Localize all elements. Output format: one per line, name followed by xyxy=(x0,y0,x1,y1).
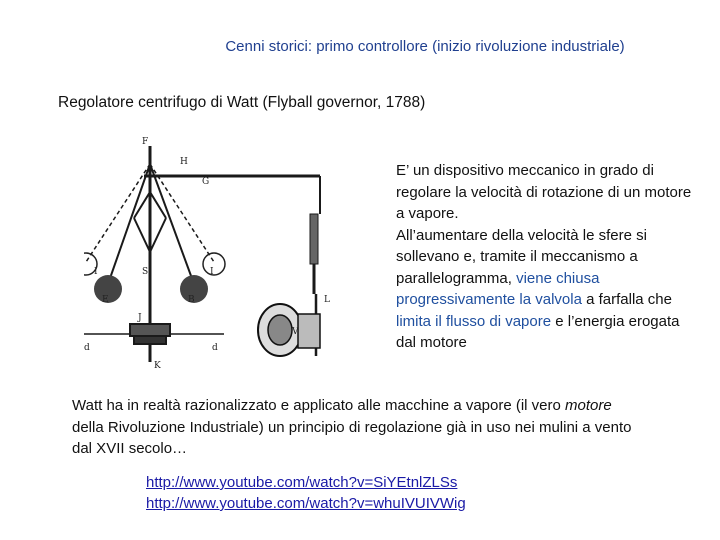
youtube-link-2[interactable]: http://www.youtube.com/watch?v=whuIVUIVWig xyxy=(146,495,466,512)
label-s: S xyxy=(142,267,149,277)
label-g: G xyxy=(202,177,210,187)
history-note xyxy=(72,395,642,460)
label-f: F xyxy=(142,137,149,147)
label-i-left: I xyxy=(94,267,98,277)
label-j: J xyxy=(138,313,142,323)
slide-title: Cenni storici: primo controllore (inizio rivoluzione industriale) xyxy=(225,38,625,55)
label-d-right: d xyxy=(212,343,218,353)
label-i-right: I xyxy=(210,267,214,277)
highlight-steam-flow: limita il flusso di vapore xyxy=(396,312,552,330)
label-h: H xyxy=(180,157,188,167)
description-text xyxy=(396,160,696,354)
note-part-c: della Rivoluzione Industriale) un principio di regolazione già in uso nei mulini a vento dal XVII secolo… xyxy=(72,418,632,457)
note-italic-motore: motore xyxy=(565,397,612,414)
description-p2c: a farfalla che xyxy=(581,291,672,308)
label-d-left: d xyxy=(84,343,90,353)
label-e: E xyxy=(102,295,109,305)
video-links xyxy=(146,472,466,514)
description-p2a: All’aumentare della velocità le sfere si sollevano e, tramite il meccanismo a parallelogramma, xyxy=(396,226,647,287)
youtube-link-1[interactable]: http://www.youtube.com/watch?v=SiYEtnlZLSs xyxy=(146,474,458,491)
slide-subtitle: Regolatore centrifugo di Watt (Flyball governor, 1788) xyxy=(58,94,426,111)
label-v: V xyxy=(292,327,299,337)
description-p2e: e l’energia erogata dal motore xyxy=(396,312,680,351)
label-b: B xyxy=(188,295,195,305)
label-l: L xyxy=(324,295,330,305)
description-p1: E’ un dispositivo meccanico in grado di regolare la velocità di rotazione di un motore a vapore. xyxy=(396,162,692,222)
label-k: K xyxy=(154,361,161,370)
highlight-valve-closed: viene chiusa progressivamente la valvola xyxy=(396,269,600,308)
note-part-a: Watt ha in realtà razionalizzato e applicato alle macchine a vapore (il vero xyxy=(72,397,566,414)
watt-governor-illustration xyxy=(84,134,380,370)
